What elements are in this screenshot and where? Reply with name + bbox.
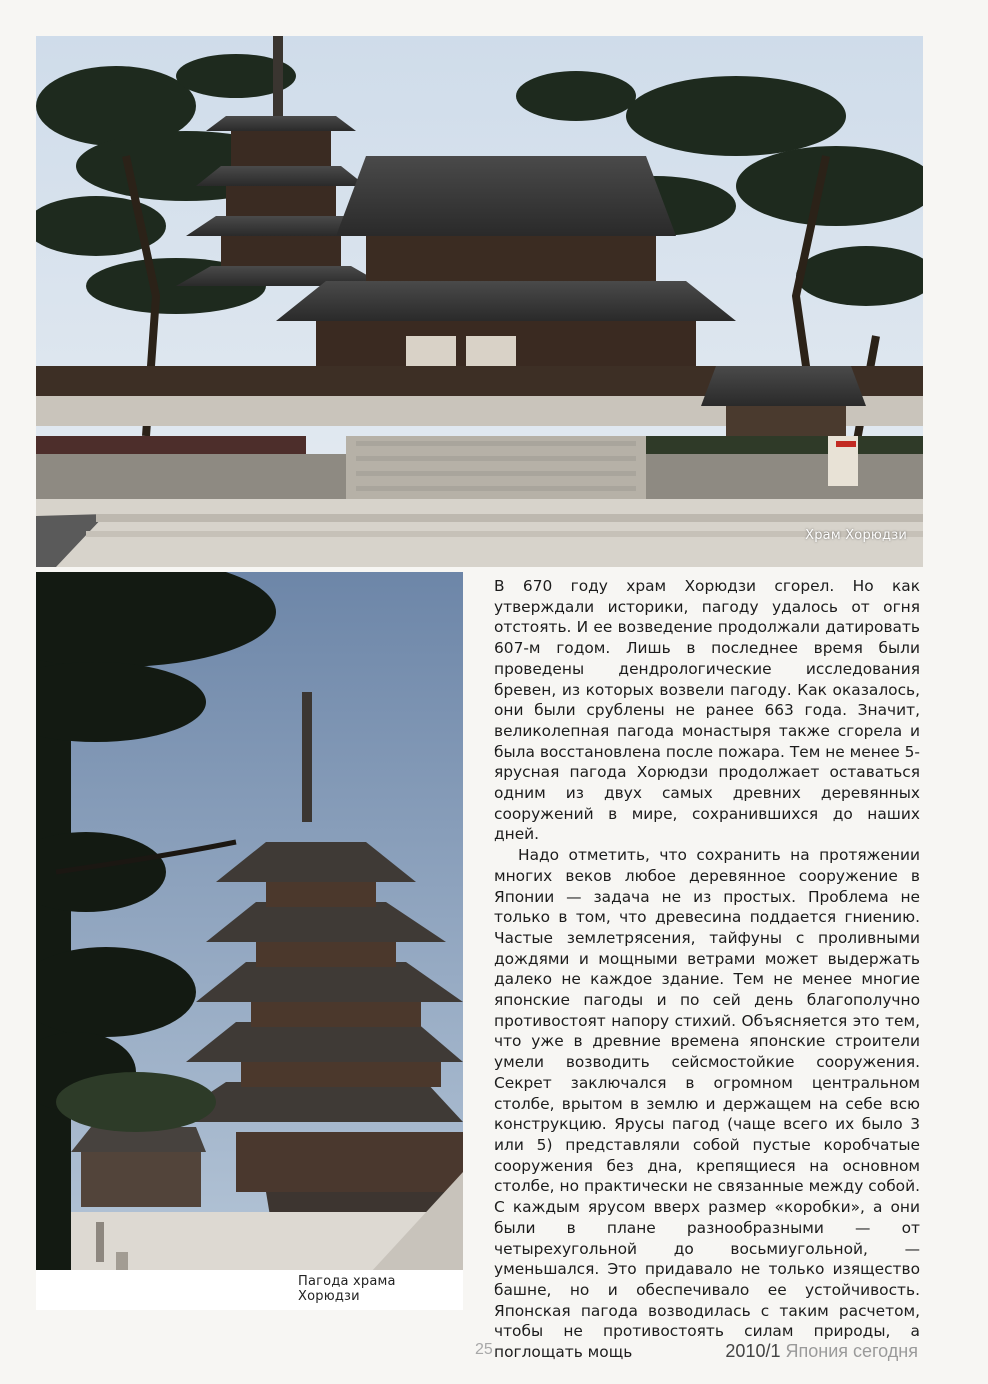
- issue-line: [725, 1341, 918, 1362]
- temple-photo-caption: Храм Хорюдзи: [805, 528, 907, 543]
- temple-photo: [36, 36, 923, 567]
- issue-number: 2010/1: [725, 1341, 781, 1361]
- article-paragraph: В 670 году храм Хорюдзи сгорел. Но как утверждали историки, пагоду удалось от огня отстоять. И ее возведение продолжали датировать 607-м годом. Лишь в последнее время были проведены дендрологические исследования бревен, из которых возвели пагоду. Как оказалось, они были срублены не ранее 663 года. Значит, великолепная пагода монастыря также сгорела и была восстановлена после пожара. Тем не менее 5-ярусная пагода Хорюдзи продолжает оставаться одним из двух самых древних деревянных сооружений в мире, сохранившихся до наших дней.: [494, 577, 920, 844]
- article-text: [494, 576, 920, 1363]
- article-paragraph: Надо отметить, что сохранить на протяжении многих веков любое деревянное сооружение в Японии — задача не из простых. Проблема не только в том, что древесина поддается гниению. Частые землетрясения, тайфуны с проливными дождями и мощными ветрами может выдержать далеко не каждое здание. Тем не менее многие японские пагоды и по сей день благополучно противостоят напору стихий. Объясняется это тем, что уже в древние времена японские строители умели возводить сейсмостойкие сооружения. Секрет заключался в огромном центральном столбе, врытом в землю и держащем на себе всю конструкцию. Ярусы пагод (чаще всего их было 3 или 5) представляли собой пустые коробчатые сооружения без дна, крепящиеся на основном столбе, но практически не связанные между собой. С каждым ярусом вверх размер «коробки», а они были в плане разнообразными — от четырехугольной до восьмиугольной, — уменьшался. Это придавало не только изящество башне, но и обеспечивало ее устойчивость. Японская пагода возводилась с таким расчетом, чтобы не противостоять силам природы, а поглощать мощь: [494, 846, 920, 1362]
- pagoda-photo-image: [36, 572, 463, 1310]
- page-number: 25: [475, 1341, 493, 1358]
- magazine-title: Япония сегодня: [785, 1341, 918, 1361]
- pagoda-photo-caption: Пагода храма Хорюдзи: [36, 1270, 463, 1310]
- pagoda-photo: [36, 572, 463, 1310]
- temple-photo-image: [36, 36, 923, 567]
